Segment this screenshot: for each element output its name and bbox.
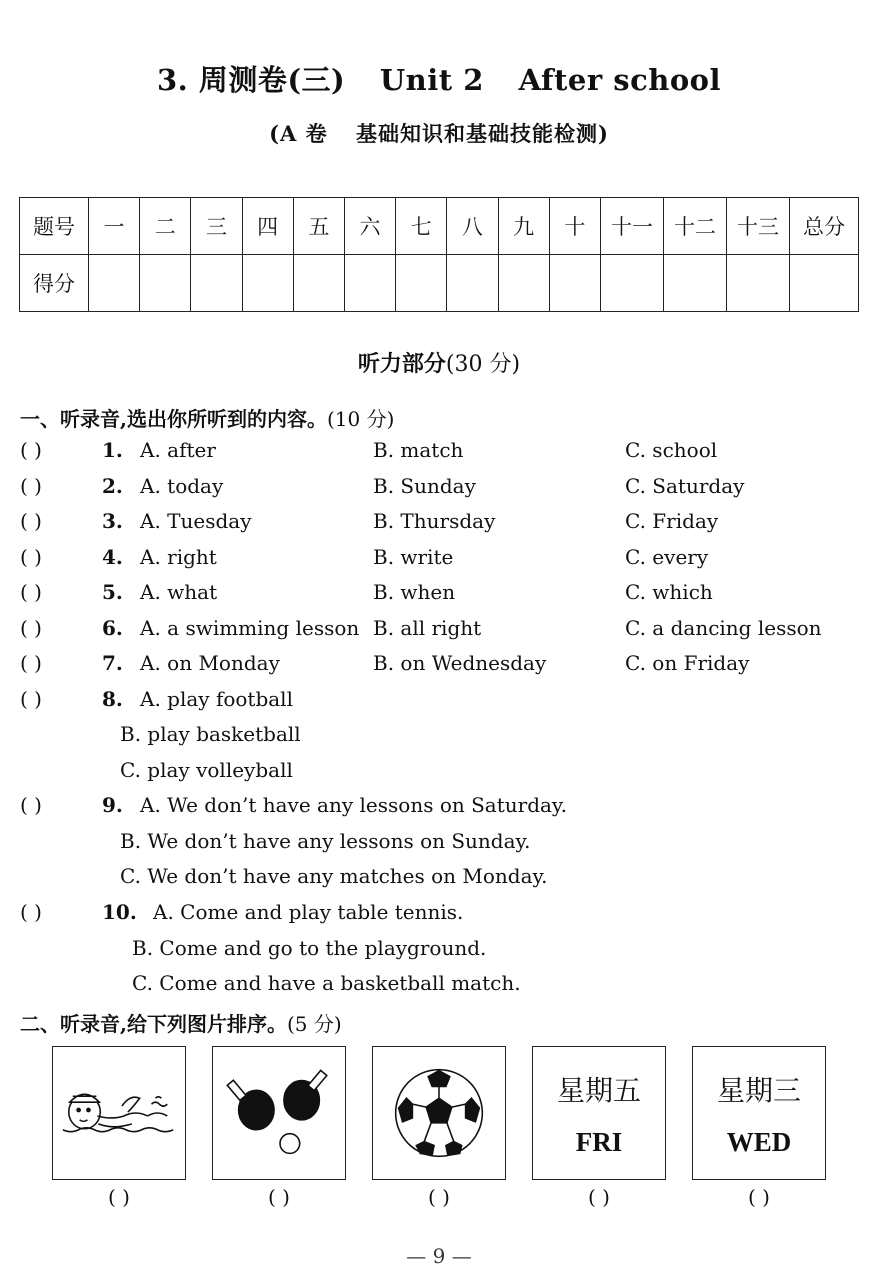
score-input-cell[interactable]	[242, 255, 293, 312]
question1-heading-text: 一、听录音,选出你所听到的内容。	[20, 407, 327, 431]
option-c: C. every	[625, 545, 709, 569]
option-b: B. Sunday	[373, 474, 476, 498]
answer-blank[interactable]: ( )	[20, 616, 42, 640]
item-number: 9.	[102, 793, 123, 817]
question1-heading	[20, 403, 394, 432]
item-number: 5.	[102, 580, 123, 604]
item-number: 1.	[102, 438, 123, 462]
score-label-cell: 得分	[20, 255, 89, 312]
list-item	[20, 687, 860, 717]
subtitle-part: (A 卷	[269, 121, 328, 146]
page-number: — 9 —	[406, 1244, 472, 1268]
score-input-cell[interactable]	[727, 255, 790, 312]
item-number: 4.	[102, 545, 123, 569]
list-item	[20, 793, 860, 823]
option-a: A. on Monday	[140, 651, 280, 675]
option-a: A. We don’t have any lessons on Saturday.	[140, 793, 567, 817]
score-input-cell[interactable]	[191, 255, 242, 312]
score-table-header-row	[20, 198, 859, 255]
score-input-cell[interactable]	[89, 255, 140, 312]
item-number: 7.	[102, 651, 123, 675]
score-input-cell[interactable]	[549, 255, 600, 312]
picture-wednesday-card	[692, 1046, 826, 1180]
score-table	[19, 197, 859, 312]
score-header-cell: 十三	[727, 198, 790, 255]
option-b: B. when	[373, 580, 456, 604]
score-header-cell: 九	[498, 198, 549, 255]
option-a: A. Come and play table tennis.	[153, 900, 464, 924]
list-item	[20, 474, 860, 504]
option-a: A. after	[140, 438, 216, 462]
option-b: B. all right	[373, 616, 482, 640]
option-b: B. We don’t have any lessons on Sunday.	[120, 829, 531, 853]
score-input-cell[interactable]	[790, 255, 859, 312]
order-answer-blank[interactable]: ( )	[748, 1185, 770, 1209]
answer-blank[interactable]: ( )	[20, 580, 42, 604]
score-input-cell[interactable]	[140, 255, 191, 312]
answer-blank[interactable]: ( )	[20, 900, 42, 924]
order-answer-blank[interactable]: ( )	[108, 1185, 130, 1209]
option-c: C. Saturday	[625, 474, 745, 498]
score-header-cell: 二	[140, 198, 191, 255]
score-table-score-row	[20, 255, 859, 312]
card-chinese-text: 星期五	[556, 1074, 641, 1107]
option-c: C. which	[625, 580, 713, 604]
item-number: 8.	[102, 687, 123, 711]
section-title-text: 听力部分	[357, 351, 446, 377]
score-header-cell: 七	[396, 198, 447, 255]
item-number: 10.	[102, 900, 137, 924]
score-input-cell[interactable]	[664, 255, 727, 312]
option-b: B. play basketball	[120, 722, 301, 746]
score-input-cell[interactable]	[344, 255, 395, 312]
order-answer-blank[interactable]: ( )	[428, 1185, 450, 1209]
score-header-cell: 一	[89, 198, 140, 255]
table-tennis-icon	[213, 1047, 345, 1179]
picture-table-tennis	[212, 1046, 346, 1180]
question2-points: (5 分)	[286, 1012, 342, 1036]
answer-blank[interactable]: ( )	[20, 474, 42, 498]
answer-blank[interactable]: ( )	[20, 545, 42, 569]
option-c: C. We don’t have any matches on Monday.	[120, 864, 548, 888]
page-subtitle	[0, 118, 878, 148]
list-item	[20, 651, 860, 681]
option-a: A. a swimming lesson	[140, 616, 360, 640]
title-topic: After school	[518, 63, 722, 97]
card-english-text: FRI	[575, 1127, 623, 1157]
picture-football	[372, 1046, 506, 1180]
option-a: A. today	[140, 474, 224, 498]
option-a: A. right	[140, 545, 217, 569]
option-c: C. play volleyball	[120, 758, 293, 782]
listening-section-title	[0, 347, 878, 378]
option-b: B. Thursday	[373, 509, 496, 533]
item-number: 3.	[102, 509, 123, 533]
option-c: C. Come and have a basketball match.	[132, 971, 521, 995]
answer-blank[interactable]: ( )	[20, 438, 42, 462]
list-item	[20, 509, 860, 539]
answer-blank[interactable]: ( )	[20, 687, 42, 711]
score-header-cell: 十二	[664, 198, 727, 255]
score-header-cell: 十	[549, 198, 600, 255]
option-a: A. what	[140, 580, 218, 604]
answer-blank[interactable]: ( )	[20, 793, 42, 817]
score-header-cell: 六	[344, 198, 395, 255]
item-number: 2.	[102, 474, 123, 498]
score-input-cell[interactable]	[293, 255, 344, 312]
score-input-cell[interactable]	[396, 255, 447, 312]
list-item	[20, 580, 860, 610]
answer-blank[interactable]: ( )	[20, 651, 42, 675]
list-item	[20, 438, 860, 468]
score-header-cell: 题号	[20, 198, 89, 255]
card-english-text: WED	[726, 1127, 792, 1157]
option-b: B. on Wednesday	[373, 651, 547, 675]
score-header-cell: 三	[191, 198, 242, 255]
title-unit: Unit 2	[379, 63, 484, 97]
score-input-cell[interactable]	[447, 255, 498, 312]
page-title	[0, 58, 878, 99]
score-header-cell: 十一	[601, 198, 664, 255]
question2-heading	[20, 1008, 342, 1037]
card-chinese-text: 星期三	[716, 1074, 801, 1107]
option-c: C. school	[625, 438, 718, 462]
question1-points: (10 分)	[326, 407, 395, 431]
score-header-cell: 总分	[790, 198, 859, 255]
question2-heading-text: 二、听录音,给下列图片排序。	[20, 1012, 287, 1036]
list-item	[20, 545, 860, 575]
picture-friday-card	[532, 1046, 666, 1180]
option-b: B. write	[373, 545, 454, 569]
option-a: A. Tuesday	[140, 509, 252, 533]
section-points: (30 分)	[445, 352, 521, 377]
option-b: B. Come and go to the playground.	[132, 936, 487, 960]
answer-blank[interactable]: ( )	[20, 509, 42, 533]
score-header-cell: 八	[447, 198, 498, 255]
swimming-boy-icon	[53, 1047, 185, 1179]
option-c: C. Friday	[625, 509, 719, 533]
score-input-cell[interactable]	[601, 255, 664, 312]
subtitle-desc: 基础知识和基础技能检测)	[355, 121, 609, 146]
score-header-cell: 四	[242, 198, 293, 255]
order-answer-blank[interactable]: ( )	[268, 1185, 290, 1209]
option-c: C. a dancing lesson	[625, 616, 822, 640]
option-a: A. play football	[140, 687, 293, 711]
list-item	[20, 900, 860, 930]
football-icon	[373, 1047, 505, 1179]
order-answer-blank[interactable]: ( )	[588, 1185, 610, 1209]
title-number: 3. 周测卷(三)	[156, 63, 346, 97]
score-input-cell[interactable]	[498, 255, 549, 312]
score-header-cell: 五	[293, 198, 344, 255]
option-c: C. on Friday	[625, 651, 750, 675]
item-number: 6.	[102, 616, 123, 640]
option-b: B. match	[373, 438, 464, 462]
picture-swimming	[52, 1046, 186, 1180]
list-item	[20, 616, 860, 646]
